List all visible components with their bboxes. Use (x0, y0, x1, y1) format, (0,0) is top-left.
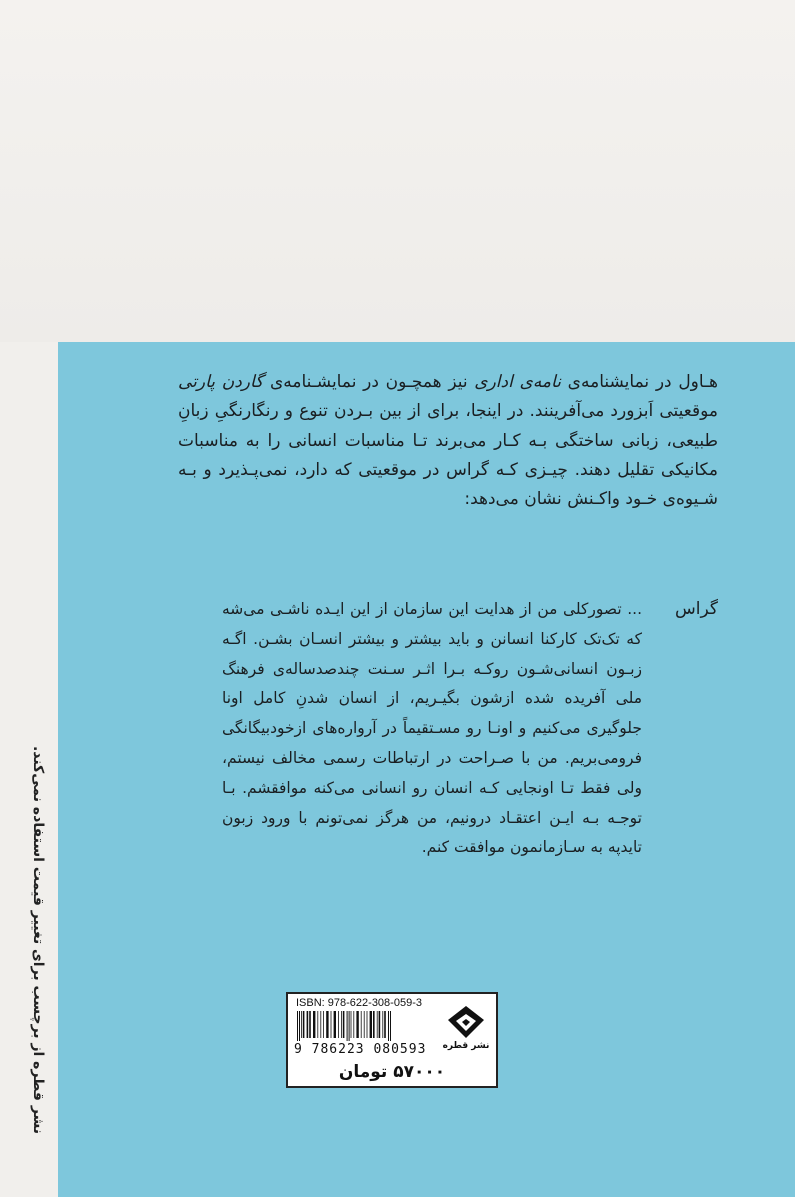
barcode-bar (373, 1011, 375, 1038)
barcode-bar (317, 1011, 318, 1038)
cover-top-area (0, 0, 795, 342)
barcode-bar (326, 1011, 328, 1038)
blurb-play-title-1: نامه‌ی اداری (474, 372, 561, 392)
quote-speaker: گراس (675, 599, 718, 619)
barcode-bar (382, 1011, 383, 1038)
barcode-bar (377, 1011, 378, 1038)
barcode-bar (307, 1011, 309, 1038)
side-note (28, 740, 48, 1140)
barcode-bar (356, 1011, 358, 1038)
publisher-logo-label: نشر قطره (442, 1041, 490, 1051)
barcode-bar (349, 1011, 350, 1041)
barcode-bar (297, 1011, 298, 1041)
barcode-graphic (296, 1011, 438, 1041)
blurb-text-1: هـاول در نمایشنامه‌ی (567, 372, 719, 392)
quote-text (222, 595, 642, 863)
barcode-bar (338, 1011, 339, 1038)
barcode-bar (309, 1011, 311, 1038)
blurb-paragraph (178, 368, 718, 514)
quote-paragraph: ... تصورکلی من از هدایت این سازمان از این ایـده ناشـی می‌شه که تک‌تک کارکنا انسانن و باید بیشتر و بیشتر انسـان بشـن. اگـه زبـون انسانی‌شـون روکـه بـرا اثـر سـنت چندصدساله‌ی فرهنگ ملی آفریده شده ازشون بگیـریم، از انسان شدنِ کامل اونا جلوگیری می‌کنیم و اونـا رو مسـتقیماً در آرواره‌های ازخودبیگانگی فرومی‌بریم. من با صـراحت در ارتباطات رسمی مخالف نیستم، ولی فقط تـا اونجایی کـه انسان رو انسانی می‌کنه موافقشم. بـا توجـه بـه ایـن اعتقـاد درونیم، من هرگز نمی‌تونم با ورود زبون تایدپه به سـازمانمون موافقت کنم. (222, 600, 642, 857)
barcode-bar (353, 1011, 354, 1038)
barcode-bar (313, 1011, 315, 1038)
barcode-bar (370, 1011, 372, 1038)
barcode-bar (351, 1011, 352, 1038)
barcode-bar (379, 1011, 381, 1038)
barcode-bar (299, 1011, 300, 1041)
barcode-bar (364, 1011, 365, 1038)
barcode-bar (334, 1011, 336, 1038)
qatreh-publisher-logo-icon (446, 1004, 486, 1040)
isbn-label: ISBN: 978-622-308-059-3 (296, 997, 422, 1009)
barcode-bar (343, 1011, 345, 1038)
barcode-bar (303, 1011, 305, 1038)
blurb-play-title-2: گاردن پارتی (178, 372, 264, 392)
barcode-bar (301, 1011, 302, 1038)
barcode-bar (361, 1011, 362, 1038)
barcode-bar (390, 1011, 391, 1041)
barcode-bar (388, 1011, 389, 1041)
side-note-text: نشر قطره از برچسب برای تغییر قیمت استفاده نمی‌کند. (30, 745, 46, 1135)
price-label: ۵۷۰۰۰ تومان (338, 1062, 446, 1082)
blurb-text-3: موقعیتی اَبزورد می‌آفرینند. در اینجا، برای از بین بـردن تنوع و رنگارنگیِ زبانِ طبیعی، زبانی ساختگی بـه کـار می‌برند تـا مناسبات انسانی را به مناسبات مکانیکی تقلیل دهند. چیـزی کـه گراس در موقعیتی که دارد، نمی‌پـذیرد و بـه شـیوه‌ی خـود واکـنش نشان می‌دهد: (178, 401, 718, 510)
barcode-digits: 9 786223 080593 (294, 1042, 427, 1057)
barcode-box (286, 992, 498, 1062)
barcode-bar (320, 1011, 321, 1038)
barcode-bar (347, 1011, 348, 1041)
quote-block (178, 595, 718, 955)
barcode-bar (331, 1011, 332, 1038)
barcode-bar (341, 1011, 342, 1038)
blurb-text-2: نیز همچـون در نمایشـنامه‌ی (269, 372, 468, 392)
barcode-bar (323, 1011, 324, 1038)
barcode-bar (367, 1011, 368, 1038)
barcode-bar (384, 1011, 386, 1038)
price-box (286, 1058, 498, 1088)
